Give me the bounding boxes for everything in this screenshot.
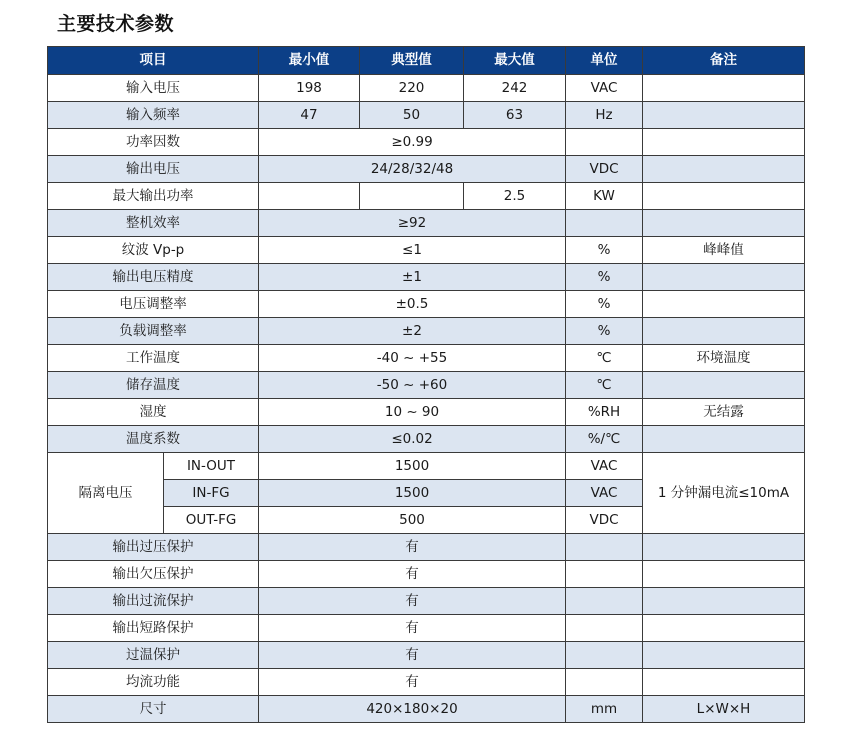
- row-note: [643, 615, 805, 642]
- row-value: 420×180×20: [259, 696, 566, 723]
- row-unit: [566, 669, 643, 696]
- row-value: 有: [259, 642, 566, 669]
- row-value: -50 ~ +60: [259, 372, 566, 399]
- row-item: 尺寸: [48, 696, 259, 723]
- row-note: [643, 129, 805, 156]
- isolation-sub-label: IN-FG: [164, 480, 259, 507]
- row-unit: [566, 561, 643, 588]
- table-row: [48, 642, 805, 669]
- header-min: 最小值: [259, 47, 360, 75]
- page-title: 主要技术参数: [57, 13, 175, 35]
- row-typ: 220: [360, 75, 464, 102]
- row-note: [643, 534, 805, 561]
- isolation-sub-value: 500: [259, 507, 566, 534]
- row-unit: %: [566, 237, 643, 264]
- row-value: 10 ~ 90: [259, 399, 566, 426]
- isolation-item: 隔离电压: [48, 453, 164, 534]
- row-note: 峰峰值: [643, 237, 805, 264]
- row-item: 输出过流保护: [48, 588, 259, 615]
- row-item: 输出电压精度: [48, 264, 259, 291]
- row-note: [643, 372, 805, 399]
- row-note: [643, 669, 805, 696]
- table-row: [48, 561, 805, 588]
- row-note: [643, 210, 805, 237]
- row-item: 输出过压保护: [48, 534, 259, 561]
- row-unit: ℃: [566, 372, 643, 399]
- table-row: [48, 345, 805, 372]
- table-row: [48, 291, 805, 318]
- row-value: 有: [259, 588, 566, 615]
- header-typ: 典型值: [360, 47, 464, 75]
- row-note: [643, 426, 805, 453]
- table-row: [48, 453, 805, 480]
- table-row: [48, 210, 805, 237]
- row-value: ±1: [259, 264, 566, 291]
- spec-table: [47, 46, 805, 723]
- table-row: [48, 372, 805, 399]
- row-item: 工作温度: [48, 345, 259, 372]
- row-note: [643, 291, 805, 318]
- row-item: 过温保护: [48, 642, 259, 669]
- isolation-sub-unit: VDC: [566, 507, 643, 534]
- row-item: 输出欠压保护: [48, 561, 259, 588]
- row-unit: VDC: [566, 156, 643, 183]
- table-row: [48, 318, 805, 345]
- row-value: -40 ~ +55: [259, 345, 566, 372]
- table-header-row: [48, 47, 805, 75]
- row-unit: mm: [566, 696, 643, 723]
- row-item: 输出电压: [48, 156, 259, 183]
- isolation-sub-unit: VAC: [566, 480, 643, 507]
- isolation-sub-label: IN-OUT: [164, 453, 259, 480]
- row-unit: %RH: [566, 399, 643, 426]
- row-value: ≥0.99: [259, 129, 566, 156]
- row-max: 2.5: [464, 183, 566, 210]
- table-row: [48, 129, 805, 156]
- table-row: [48, 696, 805, 723]
- row-unit: [566, 534, 643, 561]
- row-note: [643, 318, 805, 345]
- table-row: [48, 237, 805, 264]
- table-row: [48, 588, 805, 615]
- row-note: [643, 642, 805, 669]
- row-max: 63: [464, 102, 566, 129]
- row-value: ≥92: [259, 210, 566, 237]
- header-unit: 单位: [566, 47, 643, 75]
- isolation-sub-label: OUT-FG: [164, 507, 259, 534]
- row-value: ±0.5: [259, 291, 566, 318]
- row-unit: [566, 210, 643, 237]
- row-min: [259, 183, 360, 210]
- table-row: [48, 669, 805, 696]
- row-note: [643, 561, 805, 588]
- isolation-sub-value: 1500: [259, 480, 566, 507]
- row-value: 有: [259, 534, 566, 561]
- row-value: 有: [259, 615, 566, 642]
- row-unit: %: [566, 318, 643, 345]
- row-value: ±2: [259, 318, 566, 345]
- table-row: [48, 102, 805, 129]
- isolation-sub-unit: VAC: [566, 453, 643, 480]
- row-min: 47: [259, 102, 360, 129]
- row-typ: 50: [360, 102, 464, 129]
- row-min: 198: [259, 75, 360, 102]
- table-row: [48, 426, 805, 453]
- row-note: [643, 102, 805, 129]
- row-unit: ℃: [566, 345, 643, 372]
- table-row: [48, 156, 805, 183]
- row-item: 整机效率: [48, 210, 259, 237]
- row-item: 电压调整率: [48, 291, 259, 318]
- row-item: 输入频率: [48, 102, 259, 129]
- row-unit: %: [566, 291, 643, 318]
- table-row: [48, 534, 805, 561]
- row-value: 有: [259, 561, 566, 588]
- row-unit: KW: [566, 183, 643, 210]
- row-unit: %: [566, 264, 643, 291]
- row-item: 负载调整率: [48, 318, 259, 345]
- row-max: 242: [464, 75, 566, 102]
- table-row: [48, 264, 805, 291]
- row-item: 输入电压: [48, 75, 259, 102]
- row-item: 输出短路保护: [48, 615, 259, 642]
- row-note: 环境温度: [643, 345, 805, 372]
- row-item: 储存温度: [48, 372, 259, 399]
- row-unit: Hz: [566, 102, 643, 129]
- row-note: [643, 588, 805, 615]
- row-value: 有: [259, 669, 566, 696]
- row-item: 纹波 Vp-p: [48, 237, 259, 264]
- row-note: [643, 75, 805, 102]
- row-item: 湿度: [48, 399, 259, 426]
- isolation-sub-value: 1500: [259, 453, 566, 480]
- row-note: 无结露: [643, 399, 805, 426]
- row-item: 均流功能: [48, 669, 259, 696]
- row-typ: [360, 183, 464, 210]
- row-item: 温度系数: [48, 426, 259, 453]
- table-row: [48, 75, 805, 102]
- header-max: 最大值: [464, 47, 566, 75]
- row-item: 功率因数: [48, 129, 259, 156]
- row-unit: [566, 615, 643, 642]
- table-row: [48, 183, 805, 210]
- row-unit: [566, 129, 643, 156]
- row-value: ≤1: [259, 237, 566, 264]
- header-note: 备注: [643, 47, 805, 75]
- row-unit: [566, 588, 643, 615]
- row-item: 最大输出功率: [48, 183, 259, 210]
- row-note: L×W×H: [643, 696, 805, 723]
- row-value: ≤0.02: [259, 426, 566, 453]
- header-item: 项目: [48, 47, 259, 75]
- row-note: [643, 183, 805, 210]
- row-unit: [566, 642, 643, 669]
- row-note: [643, 156, 805, 183]
- row-unit: VAC: [566, 75, 643, 102]
- row-value: 24/28/32/48: [259, 156, 566, 183]
- table-row: [48, 615, 805, 642]
- isolation-note: 1 分钟漏电流≤10mA: [643, 453, 805, 534]
- row-note: [643, 264, 805, 291]
- table-row: [48, 399, 805, 426]
- row-unit: %/℃: [566, 426, 643, 453]
